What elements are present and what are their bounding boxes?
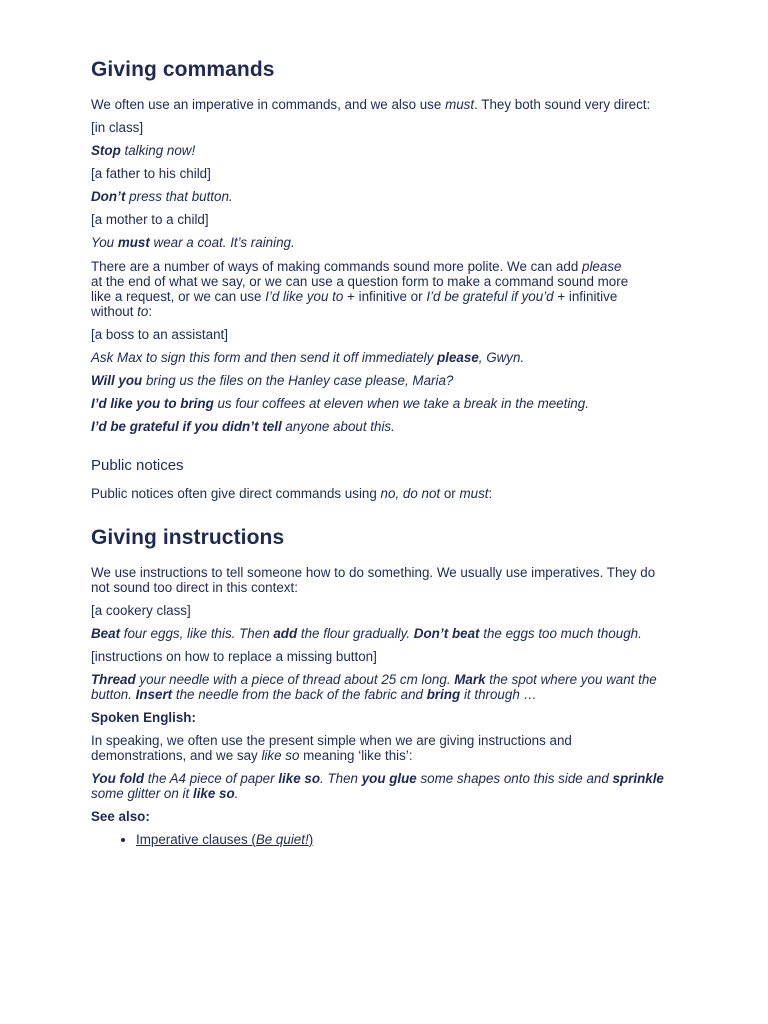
text: We often use an imperative in commands, and we also use <box>91 97 446 112</box>
bold-text: Insert <box>135 687 173 702</box>
text: it through … <box>460 687 537 702</box>
text: : <box>488 486 493 501</box>
spoken-english-heading: Spoken English: <box>91 710 196 725</box>
italic-text: I’d like you to <box>265 289 344 304</box>
list-item <box>136 832 691 847</box>
example-will-you <box>91 373 691 388</box>
text: four eggs, like this. Then <box>120 626 274 641</box>
italic-text: I’d be grateful if you’d <box>426 289 554 304</box>
text: the eggs too much though. <box>479 626 642 641</box>
context-button: [instructions on how to replace a missing button] <box>91 649 377 664</box>
text: In speaking, we often use the present simple when we are giving instructions and demonstrations, and we say <box>91 733 572 763</box>
heading-giving-instructions: Giving instructions <box>91 526 285 549</box>
instructions-intro: We use instructions to tell someone how to do something. We usually use imperatives. They do not sound too direct in this context: <box>91 565 656 595</box>
bold-text: Don’t beat <box>413 626 480 641</box>
imperative-clauses-link[interactable] <box>136 832 313 847</box>
italic-text: like so <box>261 748 300 763</box>
example-id-like <box>91 396 691 411</box>
text: Public notices often give direct commands using <box>91 486 381 501</box>
italic-text: please <box>582 259 622 274</box>
bold-text: like so <box>278 771 320 786</box>
example-dont <box>91 189 691 204</box>
text: . <box>234 786 239 801</box>
text: Ask Max to sign this form and then send it off immediately <box>91 350 438 365</box>
italic-text: must <box>459 486 489 501</box>
bold-text: add <box>273 626 298 641</box>
bold-text: bring <box>426 687 461 702</box>
bold-text: Will you <box>91 373 143 388</box>
text: your needle with a piece of thread about 25 cm long. <box>135 672 455 687</box>
bold-text: Beat <box>91 626 121 641</box>
text: anyone about this. <box>281 419 395 434</box>
text: . Then <box>320 771 362 786</box>
bold-text: please <box>437 350 479 365</box>
heading-public-notices: Public notices <box>91 457 184 474</box>
text: us four coffees at eleven when we take a break in the meeting. <box>213 396 589 411</box>
commands-intro <box>91 97 691 112</box>
text: the flour gradually. <box>297 626 414 641</box>
bold-text: You fold <box>91 771 145 786</box>
example-please <box>91 350 691 365</box>
polite-paragraph <box>91 259 636 319</box>
italic-text: must <box>445 97 475 112</box>
bold-text: Stop <box>91 143 121 158</box>
bold-text: you glue <box>361 771 417 786</box>
italic-text: to <box>137 304 149 319</box>
text: the spot where you want the button. <box>91 672 657 702</box>
text: the needle from the back of the fabric and <box>172 687 427 702</box>
bold-text: Thread <box>91 672 136 687</box>
example-must <box>91 235 691 250</box>
bold-text: Mark <box>454 672 486 687</box>
context-in-class: [in class] <box>91 120 144 135</box>
text: , Gwyn. <box>478 350 525 365</box>
text: meaning ‘like this’: <box>299 748 413 763</box>
link-italic-text: Be quiet! <box>255 832 309 847</box>
context-mother: [a mother to a child] <box>91 212 209 227</box>
link-text: Imperative clauses ( <box>136 832 256 847</box>
text: wear a coat. It’s raining. <box>149 235 295 250</box>
text: some glitter on it <box>91 786 193 801</box>
example-grateful <box>91 419 691 434</box>
text: bring us the files on the Hanley case please, Maria? <box>142 373 454 388</box>
see-also-list <box>91 832 691 847</box>
bold-text: sprinkle <box>612 771 664 786</box>
text: There are a number of ways of making commands sound more polite. We can add <box>91 259 582 274</box>
text: the A4 piece of paper <box>144 771 279 786</box>
bold-text: I’d like you to bring <box>91 396 214 411</box>
text: + infinitive or <box>343 289 427 304</box>
link-text: ) <box>308 832 314 847</box>
context-boss: [a boss to an assistant] <box>91 327 228 342</box>
text: + infinitive without <box>91 289 618 319</box>
see-also-heading: See also: <box>91 809 150 824</box>
example-thread <box>91 672 681 702</box>
text: press that button. <box>125 189 233 204</box>
text: : <box>148 304 153 319</box>
bold-text: must <box>117 235 150 250</box>
text: talking now! <box>120 143 196 158</box>
text: at the end of what we say, or we can use a question form to make a command sound more like a request, or we can use <box>91 274 629 304</box>
bold-text: I’d be grateful if you didn’t tell <box>91 419 282 434</box>
document-page <box>91 58 691 847</box>
text: You <box>91 235 118 250</box>
example-fold <box>91 771 666 801</box>
text: or <box>440 486 460 501</box>
example-beat <box>91 626 676 641</box>
notices-paragraph <box>91 486 691 501</box>
bold-text: like so <box>192 786 235 801</box>
bold-text: Don’t <box>91 189 126 204</box>
heading-giving-commands: Giving commands <box>91 58 275 81</box>
context-father: [a father to his child] <box>91 166 211 181</box>
text: some shapes onto this side and <box>416 771 613 786</box>
italic-text: no, do not <box>380 486 441 501</box>
text: . They both sound very direct: <box>474 97 651 112</box>
context-cookery: [a cookery class] <box>91 603 191 618</box>
spoken-paragraph <box>91 733 651 763</box>
example-stop <box>91 143 691 158</box>
